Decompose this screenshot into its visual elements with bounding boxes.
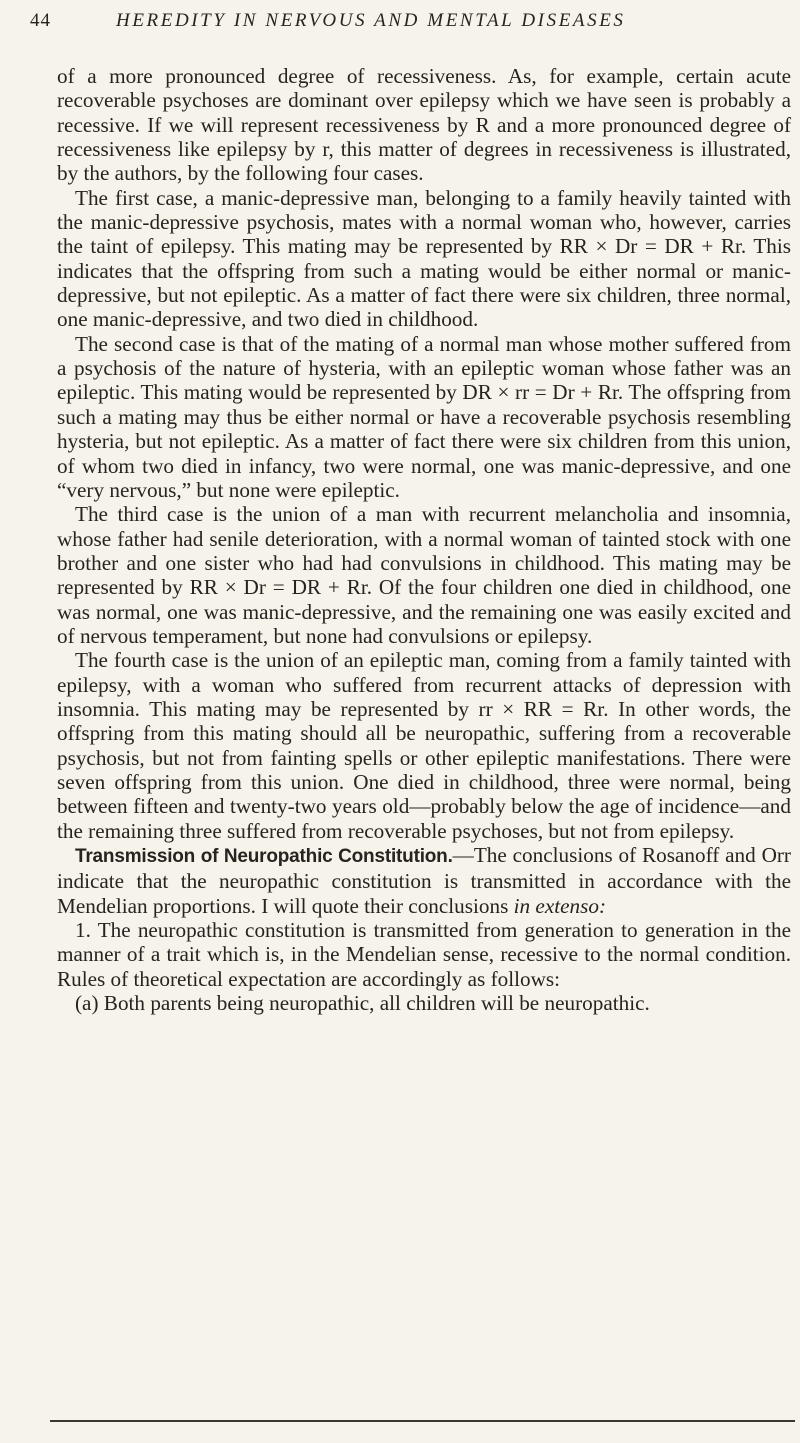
paragraph: The third case is the union of a man with recurrent melancholia and insomnia, whose father had senile deterioration, with a normal woman of tainted stock with one brother and one sister who had had convulsions in childhood. This mating may be represented by RR × Dr = DR + Rr. Of the four children one died in childhood, one was normal, one was manic-depressive, and the remaining one was easily excited and of nervous temperament, but none had convulsions or epilepsy. — [57, 502, 791, 648]
paragraph: of a more pronounced degree of recessiveness. As, for example, certain acute recoverable psychoses are dominant over epilepsy which we have seen is probably a recessive. If we will represent recessiveness by R and a more pronounced degree of recessiveness like epilepsy by r, this matter of degrees in recessiveness is illustrated, by the authors, by the following four cases. — [57, 64, 791, 186]
paragraph: The first case, a manic-depressive man, belonging to a family heavily tainted with the manic-depressive psychosis, mates with a normal woman who, however, carries the taint of epilepsy. This mating may be represented by RR × Dr = DR + Rr. This indicates that the offspring from such a mating would be either normal or manic-depressive, but not epileptic. As a matter of fact there were six children, three normal, one manic-depressive, and two died in childhood. — [57, 185, 791, 332]
paragraph: The fourth case is the union of an epileptic man, coming from a family tainted with epilepsy, with a woman who suffered from recurrent attacks of depression with insomnia. This mating may be represented by rr × RR = Rr. In other words, the offspring from this mating should all be neuropathic, suffering from a recoverable psychosis, but not from fainting spells or other epileptic manifestations. There were seven offspring from this union. One died in childhood, three were normal, being between fifteen and twenty-two years old—probably below the age of incidence—and the remaining three suffered from recoverable psychoses, but not from epilepsy. — [57, 648, 791, 843]
section-text-italic: in extenso: — [513, 893, 607, 918]
section-text: —The conclusions of Rosanoff and Orr indicate that the neuropathic constitution is transmitted in accordance with the Mendelian proportions. I will quote their conclusions — [57, 843, 791, 918]
section-paragraph — [57, 843, 791, 918]
running-head — [30, 10, 770, 36]
section-heading: Transmission of Neuropathic Constitution. — [75, 846, 453, 867]
paragraph: The second case is that of the mating of a normal man whose mother suffered from a psychosis of the nature of hysteria, with an epileptic woman whose father was an epileptic. This mating would be represented by DR × rr = Dr + Rr. The offspring from such a mating may thus be either normal or have a recoverable psychosis resembling hysteria, but not epileptic. As a matter of fact there were six children from this union, of whom two died in infancy, two were normal, one was manic-depressive, and one “very nervous,” but none were epileptic. — [57, 331, 791, 502]
list-item: (a) Both parents being neuropathic, all children will be neuropathic. — [75, 991, 650, 1016]
page-bottom-rule — [50, 1420, 795, 1422]
page-number: 44 — [30, 10, 51, 31]
body-text — [57, 64, 791, 1015]
running-title: HEREDITY IN NERVOUS AND MENTAL DISEASES — [116, 10, 626, 31]
list-item: 1. The neuropathic constitution is transmitted from generation to generation in the manner of a trait which is, in the Mendelian sense, recessive to the normal condition. Rules of theoretical expectation are accordingly as follows: — [57, 918, 791, 991]
